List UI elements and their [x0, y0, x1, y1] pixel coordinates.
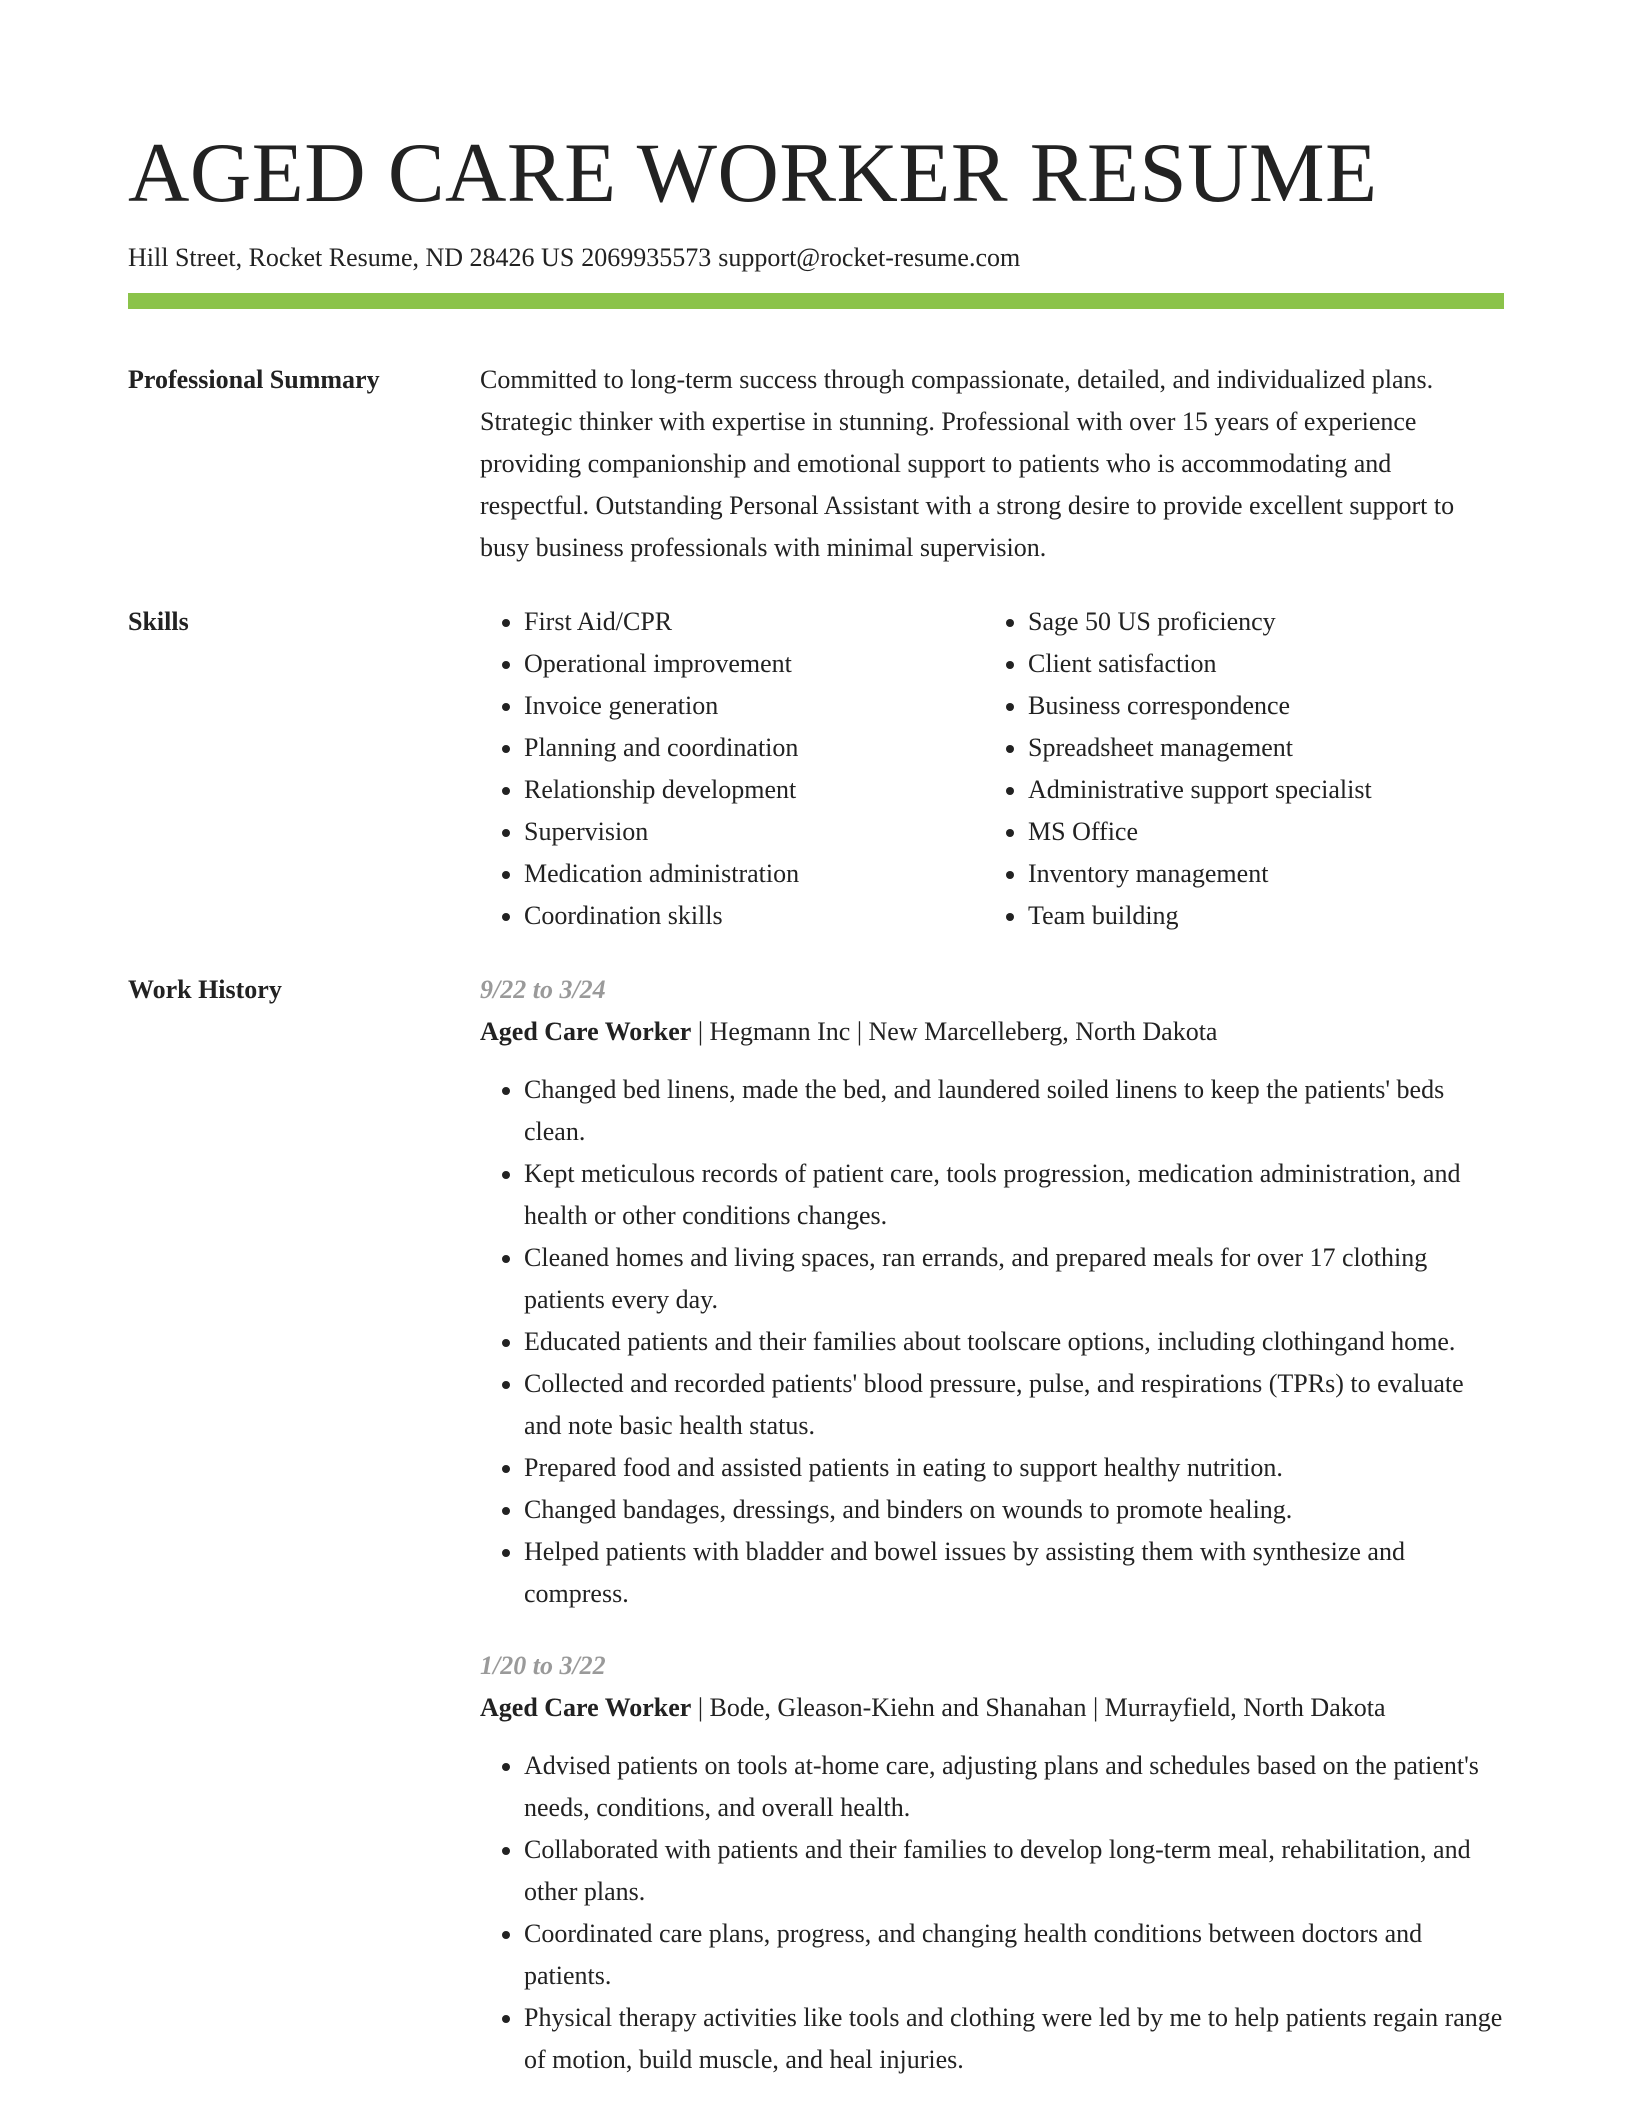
job-details: | Hegmann Inc | New Marcelleberg, North Dakota: [691, 1017, 1218, 1046]
section-label-skills: Skills: [128, 607, 189, 636]
skill-item: • Operational improvement: [524, 643, 984, 685]
accent-divider: [128, 293, 1504, 309]
job-bullet-list: [480, 1745, 1504, 2081]
job-dates: 9/22 to 3/24: [480, 975, 606, 1004]
section-label-summary: Professional Summary: [128, 365, 380, 394]
section-label-work: Work History: [128, 975, 282, 1004]
skills-body: [480, 601, 1504, 937]
skill-item: • Coordination skills: [524, 895, 984, 937]
work-history-body: [480, 969, 1504, 2081]
skills-section: [128, 601, 1504, 937]
job-bullet: • Educated patients and their families about toolscare options, including clothingand home.: [524, 1321, 1504, 1363]
job-bullet: • Prepared food and assisted patients in eating to support healthy nutrition.: [524, 1447, 1504, 1489]
skill-item: • Business correspondence: [1028, 685, 1372, 727]
work-history-section: [128, 969, 1504, 2081]
skills-column-left: [480, 601, 984, 937]
job-bullet: • Collaborated with patients and their families to develop long-term meal, rehabilitation, and other plans.: [524, 1829, 1504, 1913]
job-heading: [480, 1687, 1504, 1729]
skill-item: • Team building: [1028, 895, 1372, 937]
skill-item: • Planning and coordination: [524, 727, 984, 769]
job-bullet: • Changed bandages, dressings, and binders on wounds to promote healing.: [524, 1489, 1504, 1531]
job-entry: [480, 969, 1504, 1615]
job-heading: [480, 1011, 1504, 1053]
job-bullet: • Advised patients on tools at-home care, adjusting plans and schedules based on the patient's needs, conditions, and overall health.: [524, 1745, 1504, 1829]
summary-text: Committed to long-term success through compassionate, detailed, and individualized plans. Strategic thinker with expertise in stunning. Professional with over 15 years of experience providing companionship and emotional support to patients who is accommodating and respectful. Outstanding Personal Assistant with a strong desire to provide excellent support to busy business professionals with minimal supervision.: [480, 365, 1455, 562]
job-details: | Bode, Gleason-Kiehn and Shanahan | Murrayfield, North Dakota: [691, 1693, 1386, 1722]
skills-column-right: [984, 601, 1372, 937]
job-bullet: • Collected and recorded patients' blood pressure, pulse, and respirations (TPRs) to evaluate and note basic health status.: [524, 1363, 1504, 1447]
contact-phone: 2069935573: [581, 243, 712, 272]
skill-item: • First Aid/CPR: [524, 601, 984, 643]
job-dates: 1/20 to 3/22: [480, 1651, 606, 1680]
skill-item: • Medication administration: [524, 853, 984, 895]
skill-item: • Spreadsheet management: [1028, 727, 1372, 769]
skill-item: • Inventory management: [1028, 853, 1372, 895]
contact-address: Hill Street, Rocket Resume, ND 28426 US: [128, 243, 575, 272]
job-bullet: • Physical therapy activities like tools and clothing were led by me to help patients regain range of motion, build muscle, and heal injuries.: [524, 1997, 1504, 2081]
job-role: Aged Care Worker: [480, 1017, 692, 1046]
skill-item: • Supervision: [524, 811, 984, 853]
resume-title: AGED CARE WORKER RESUME: [128, 126, 1378, 220]
job-bullet-list: [480, 1069, 1504, 1615]
skill-item: • Sage 50 US proficiency: [1028, 601, 1372, 643]
skills-grid: [480, 601, 1504, 937]
skill-item: • MS Office: [1028, 811, 1372, 853]
job-bullet: • Kept meticulous records of patient care, tools progression, medication administration, and health or other conditions changes.: [524, 1153, 1504, 1237]
professional-summary-section: [128, 359, 1504, 569]
skill-item: • Invoice generation: [524, 685, 984, 727]
job-bullet: • Coordinated care plans, progress, and changing health conditions between doctors and patients.: [524, 1913, 1504, 1997]
skill-item: • Administrative support specialist: [1028, 769, 1372, 811]
job-bullet: • Changed bed linens, made the bed, and laundered soiled linens to keep the patients' beds clean.: [524, 1069, 1504, 1153]
contact-line: [128, 241, 1504, 275]
job-role: Aged Care Worker: [480, 1693, 692, 1722]
job-bullet: • Cleaned homes and living spaces, ran errands, and prepared meals for over 17 clothing patients every day.: [524, 1237, 1504, 1321]
contact-email: support@rocket-resume.com: [718, 243, 1021, 272]
job-entry: [480, 1645, 1504, 2081]
skill-item: • Client satisfaction: [1028, 643, 1372, 685]
skill-item: • Relationship development: [524, 769, 984, 811]
job-bullet: • Helped patients with bladder and bowel issues by assisting them with synthesize and compress.: [524, 1531, 1504, 1615]
